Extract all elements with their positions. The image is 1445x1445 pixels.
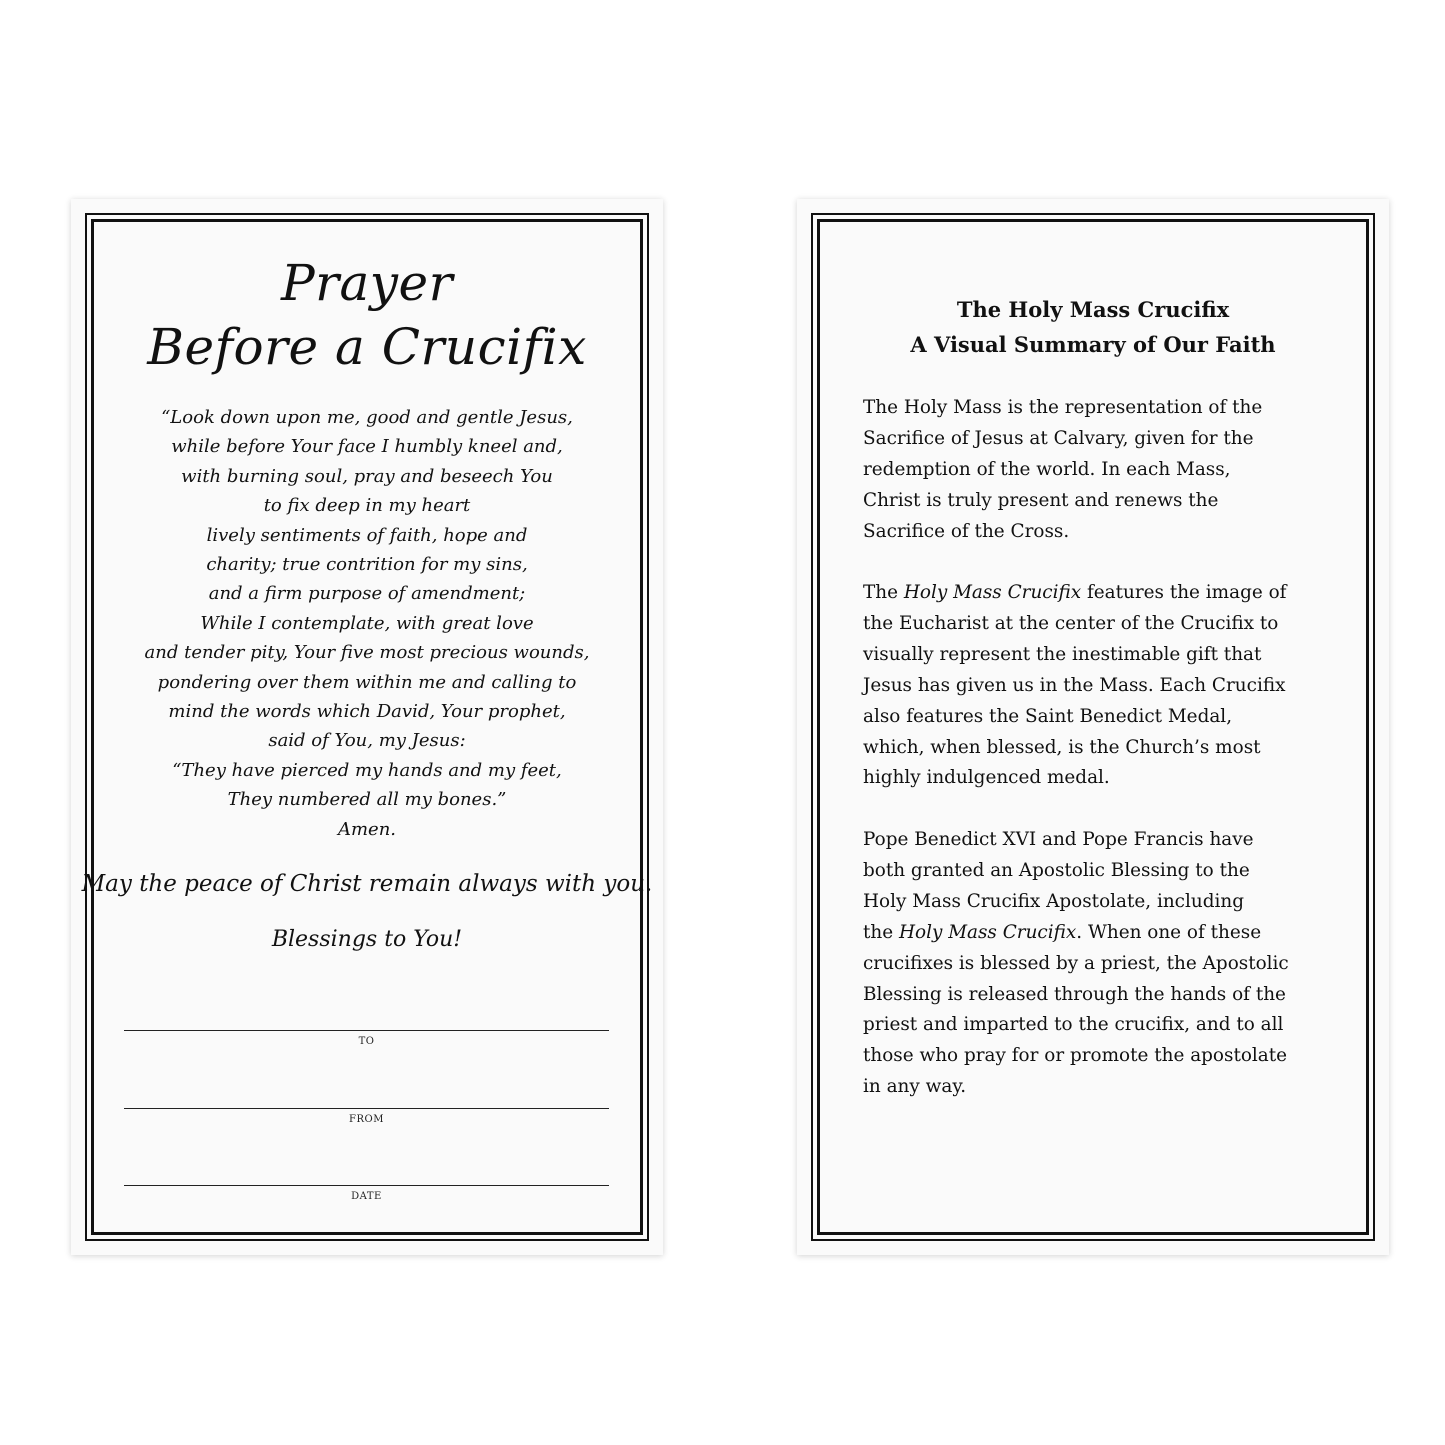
paragraph-apostolic-blessing xyxy=(863,825,1333,1103)
prayer-card-front xyxy=(71,199,663,1255)
prayer-line: and a firm purpose of amendment; xyxy=(208,583,526,605)
from-field-label: FROM xyxy=(349,1114,384,1125)
prayer-line: with burning soul, pray and beseech You xyxy=(181,465,553,487)
prayer-line: They numbered all my bones.” xyxy=(227,789,507,811)
paragraph-crucifix-features xyxy=(863,578,1333,794)
emphasis-text: Holy Mass Crucifix xyxy=(898,921,1077,943)
to-signature-line xyxy=(124,1030,609,1031)
paragraph-line: Blessing is released through the hands of the xyxy=(863,983,1286,1005)
paragraph-holy-mass xyxy=(863,393,1333,548)
prayer-card-back xyxy=(797,199,1389,1255)
card-back-title-line-1: The Holy Mass Crucifix xyxy=(956,297,1230,322)
prayer-line: pondering over them within me and calling to xyxy=(157,671,577,693)
blessings-line: Blessings to You! xyxy=(271,927,463,952)
paragraph-line: those who pray for or promote the apostolate xyxy=(863,1045,1288,1067)
paragraph-line: visually represent the inestimable gift that xyxy=(863,643,1262,665)
date-field-label: DATE xyxy=(351,1191,382,1202)
text-run: the xyxy=(863,921,899,943)
prayer-line: “They have pierced my hands and my feet, xyxy=(172,759,562,781)
card-title-line-2: Before a Crucifix xyxy=(147,318,587,376)
paragraph-line: priest and imparted to the crucifix, and to all xyxy=(863,1014,1284,1036)
paragraph-line: also features the Saint Benedict Medal, xyxy=(863,705,1233,727)
text-run: features the image of xyxy=(1081,582,1287,603)
text-run: . When one of these xyxy=(1076,921,1262,943)
prayer-line: to fix deep in my heart xyxy=(263,495,471,517)
prayer-line: lively sentiments of faith, hope and xyxy=(206,524,528,546)
paragraph-line xyxy=(863,918,1333,949)
prayer-line: “Look down upon me, good and gentle Jesus, xyxy=(161,407,573,428)
date-signature-line xyxy=(124,1185,609,1186)
paragraph-line: Holy Mass Crucifix Apostolate, including xyxy=(863,890,1244,912)
prayer-line: charity; true contrition for my sins, xyxy=(206,554,528,576)
paragraph-line: Pope Benedict XVI and Pope Francis have xyxy=(863,829,1254,850)
paragraph-line: both granted an Apostolic Blessing to the xyxy=(863,859,1250,881)
paragraph-line: crucifixes is blessed by a priest, the Apostolic xyxy=(863,952,1289,974)
paragraph-line: The Holy Mass is the representation of the xyxy=(863,397,1263,418)
paragraph-line: which, when blessed, is the Church’s most xyxy=(863,736,1261,758)
paragraph-line: the Eucharist at the center of the Crucifix to xyxy=(863,612,1279,634)
paragraph-line: redemption of the world. In each Mass, xyxy=(863,458,1231,480)
paragraph-line xyxy=(863,578,1333,609)
prayer-card-content xyxy=(71,199,663,1255)
prayer-text xyxy=(71,403,663,844)
paragraph-line: highly indulgenced medal. xyxy=(863,767,1110,789)
paragraph-line: Christ is truly present and renews the xyxy=(863,489,1219,511)
peace-blessing: May the peace of Christ remain always with you. xyxy=(81,871,653,897)
card-back-content xyxy=(797,199,1389,1255)
to-field-label: TO xyxy=(358,1036,375,1047)
paragraph-line: Sacrifice of the Cross. xyxy=(863,520,1070,542)
prayer-line: and tender pity, Your five most precious wounds, xyxy=(144,642,590,664)
prayer-line: While I contemplate, with great love xyxy=(200,612,534,634)
prayer-line: while before Your face I humbly kneel and, xyxy=(171,436,563,458)
emphasis-text: Holy Mass Crucifix xyxy=(903,582,1082,603)
paragraph-line: in any way. xyxy=(863,1076,967,1098)
prayer-line: Amen. xyxy=(337,818,397,840)
paragraph-line: Sacrifice of Jesus at Calvary, given for the xyxy=(863,427,1254,449)
prayer-line: said of You, my Jesus: xyxy=(268,730,466,752)
card-title-line-1: Prayer xyxy=(280,254,454,312)
text-run: The xyxy=(863,582,904,603)
paragraph-line: Jesus has given us in the Mass. Each Crucifix xyxy=(863,674,1286,696)
card-back-title-line-2: A Visual Summary of Our Faith xyxy=(910,332,1276,357)
prayer-line: mind the words which David, Your prophet, xyxy=(168,701,566,723)
from-signature-line xyxy=(124,1108,609,1109)
